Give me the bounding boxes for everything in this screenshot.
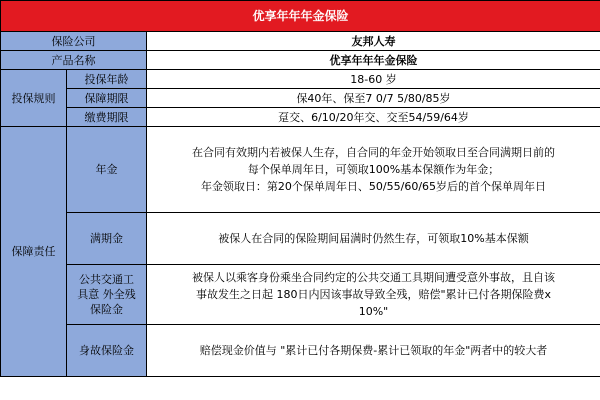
label-line: 保险金 <box>90 303 123 316</box>
label-line: 公共交通工 <box>79 273 134 286</box>
label-line: 具意 外全残 <box>77 288 136 301</box>
rule-label: 缴费期限 <box>67 108 147 127</box>
description-line: 10%" <box>358 305 389 318</box>
table-title-row <box>1 1 600 32</box>
table-row <box>1 32 600 51</box>
table-row <box>1 70 600 89</box>
description-line: 事故发生之日起 180日内因该事故导致全残，赔偿"累计已付各期保险费x <box>195 288 552 301</box>
description-line: 每个保单周年日，可领取100%基本保额作为年金； <box>247 163 500 176</box>
description-line: 赔偿现金价值与 "累计已付各期保费-累计已领取的年金"两者中的较大者 <box>199 344 548 357</box>
coverage-description <box>147 325 600 377</box>
rules-group-label: 投保规则 <box>1 70 67 127</box>
description-line: 年金领取日：第20个保单周年日、50/55/60/65岁后的首个保单周年日 <box>200 180 547 193</box>
rule-label: 投保年龄 <box>67 70 147 89</box>
table-row <box>1 51 600 70</box>
table-row <box>1 108 600 127</box>
coverage-description <box>147 127 600 213</box>
product-value: 优享年年年金保险 <box>147 51 600 70</box>
table-row <box>1 213 600 265</box>
coverage-label <box>67 265 147 325</box>
table-row <box>1 265 600 325</box>
description-line: 被保人在合同的保险期间届满时仍然生存，可领取10%基本保额 <box>218 232 529 245</box>
coverage-label: 满期金 <box>67 213 147 265</box>
table-title: 优享年年年金保险 <box>1 1 600 32</box>
table-row <box>1 127 600 213</box>
description-line: 被保人以乘客身份乘坐合同约定的公共交通工具期间遭受意外事故，且自该 <box>192 271 555 284</box>
coverage-description <box>147 213 600 265</box>
coverage-group-label: 保障责任 <box>1 127 67 377</box>
rule-value: 保40年、保至7 0/7 5/80/85岁 <box>147 89 600 108</box>
coverage-description <box>147 265 600 325</box>
company-value: 友邦人寿 <box>147 32 600 51</box>
company-label: 保险公司 <box>1 32 147 51</box>
rule-label: 保障期限 <box>67 89 147 108</box>
coverage-label: 年金 <box>67 127 147 213</box>
rule-value: 18-60 岁 <box>147 70 600 89</box>
product-label: 产品名称 <box>1 51 147 70</box>
rule-value: 趸交、6/10/20年交、交至54/59/64岁 <box>147 108 600 127</box>
table-row <box>1 325 600 377</box>
coverage-label: 身故保险金 <box>67 325 147 377</box>
description-line: 在合同有效期内若被保人生存，自合同的年金开始领取日至合同满期日前的 <box>192 146 555 159</box>
table-row <box>1 89 600 108</box>
